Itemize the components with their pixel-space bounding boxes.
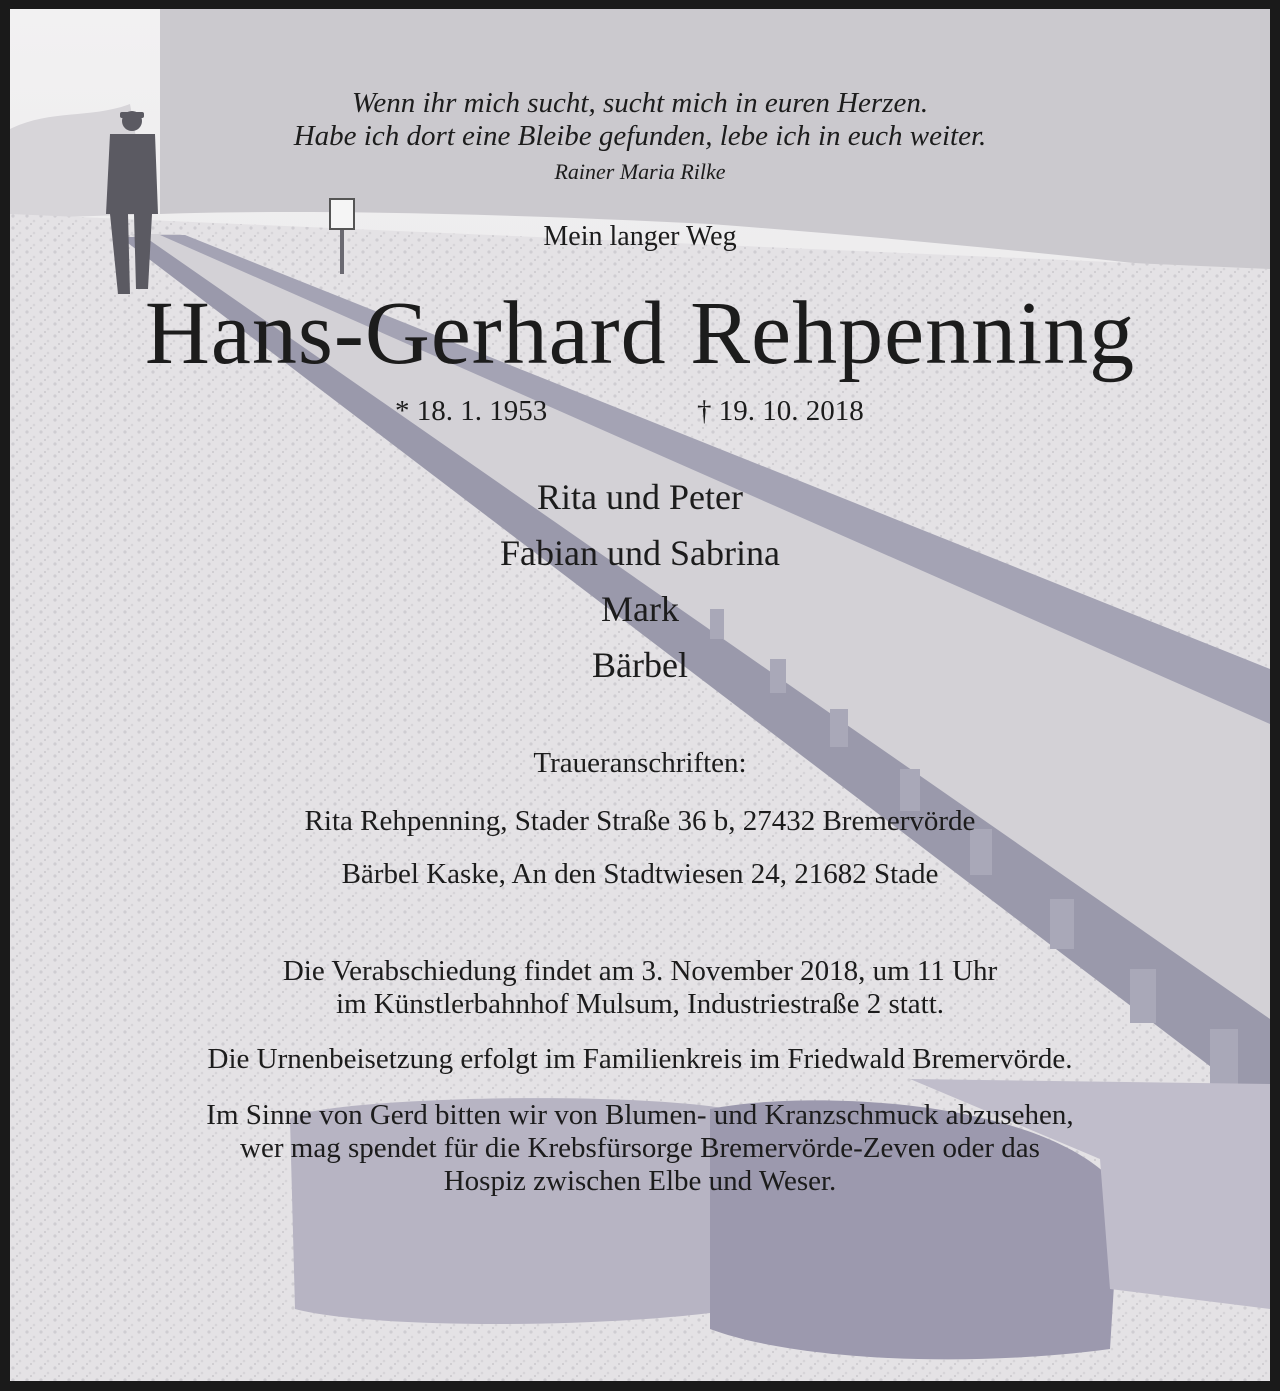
address-1: Rita Rehpenning, Stader Straße 36 b, 27432 Bremervörde bbox=[304, 805, 976, 837]
farewell-line-2: im Künstlerbahnhof Mulsum, Industriestraße 2 statt. bbox=[335, 988, 945, 1020]
addresses-heading: Traueranschriften: bbox=[533, 747, 747, 779]
quote-author: Rainer Maria Rilke bbox=[554, 159, 726, 184]
motto: Mein langer Weg bbox=[543, 221, 737, 252]
mourner-2: Fabian und Sabrina bbox=[500, 533, 780, 573]
donation-line-3: Hospiz zwischen Elbe und Weser. bbox=[443, 1165, 837, 1197]
mourner-3: Mark bbox=[601, 589, 679, 629]
urn-burial: Die Urnenbeisetzung erfolgt im Familienkreis im Friedwald Bremervörde. bbox=[207, 1043, 1073, 1075]
obituary-notice bbox=[10, 9, 1270, 1381]
quote-line-2: Habe ich dort eine Bleibe gefunden, lebe ich in euch weiter. bbox=[293, 120, 987, 152]
notice-text bbox=[10, 9, 1270, 1381]
donation-line-1: Im Sinne von Gerd bitten wir von Blumen- und Kranzschmuck abzusehen, bbox=[206, 1099, 1074, 1131]
donation-line-2: wer mag spendet für die Krebsfürsorge Bremervörde-Zeven oder das bbox=[240, 1132, 1040, 1164]
farewell-line-1: Die Verabschiedung findet am 3. November 2018, um 11 Uhr bbox=[282, 955, 998, 987]
deceased-name: Hans-Gerhard Rehpenning bbox=[144, 284, 1136, 383]
mourner-4: Bärbel bbox=[592, 645, 688, 685]
quote-line-1: Wenn ihr mich sucht, sucht mich in euren Herzen. bbox=[351, 87, 929, 119]
death-date: † 19. 10. 2018 bbox=[697, 395, 864, 427]
mourner-1: Rita und Peter bbox=[537, 477, 743, 517]
birth-date: * 18. 1. 1953 bbox=[395, 395, 548, 427]
life-dates bbox=[10, 395, 1270, 431]
address-2: Bärbel Kaske, An den Stadtwiesen 24, 21682 Stade bbox=[341, 858, 939, 890]
